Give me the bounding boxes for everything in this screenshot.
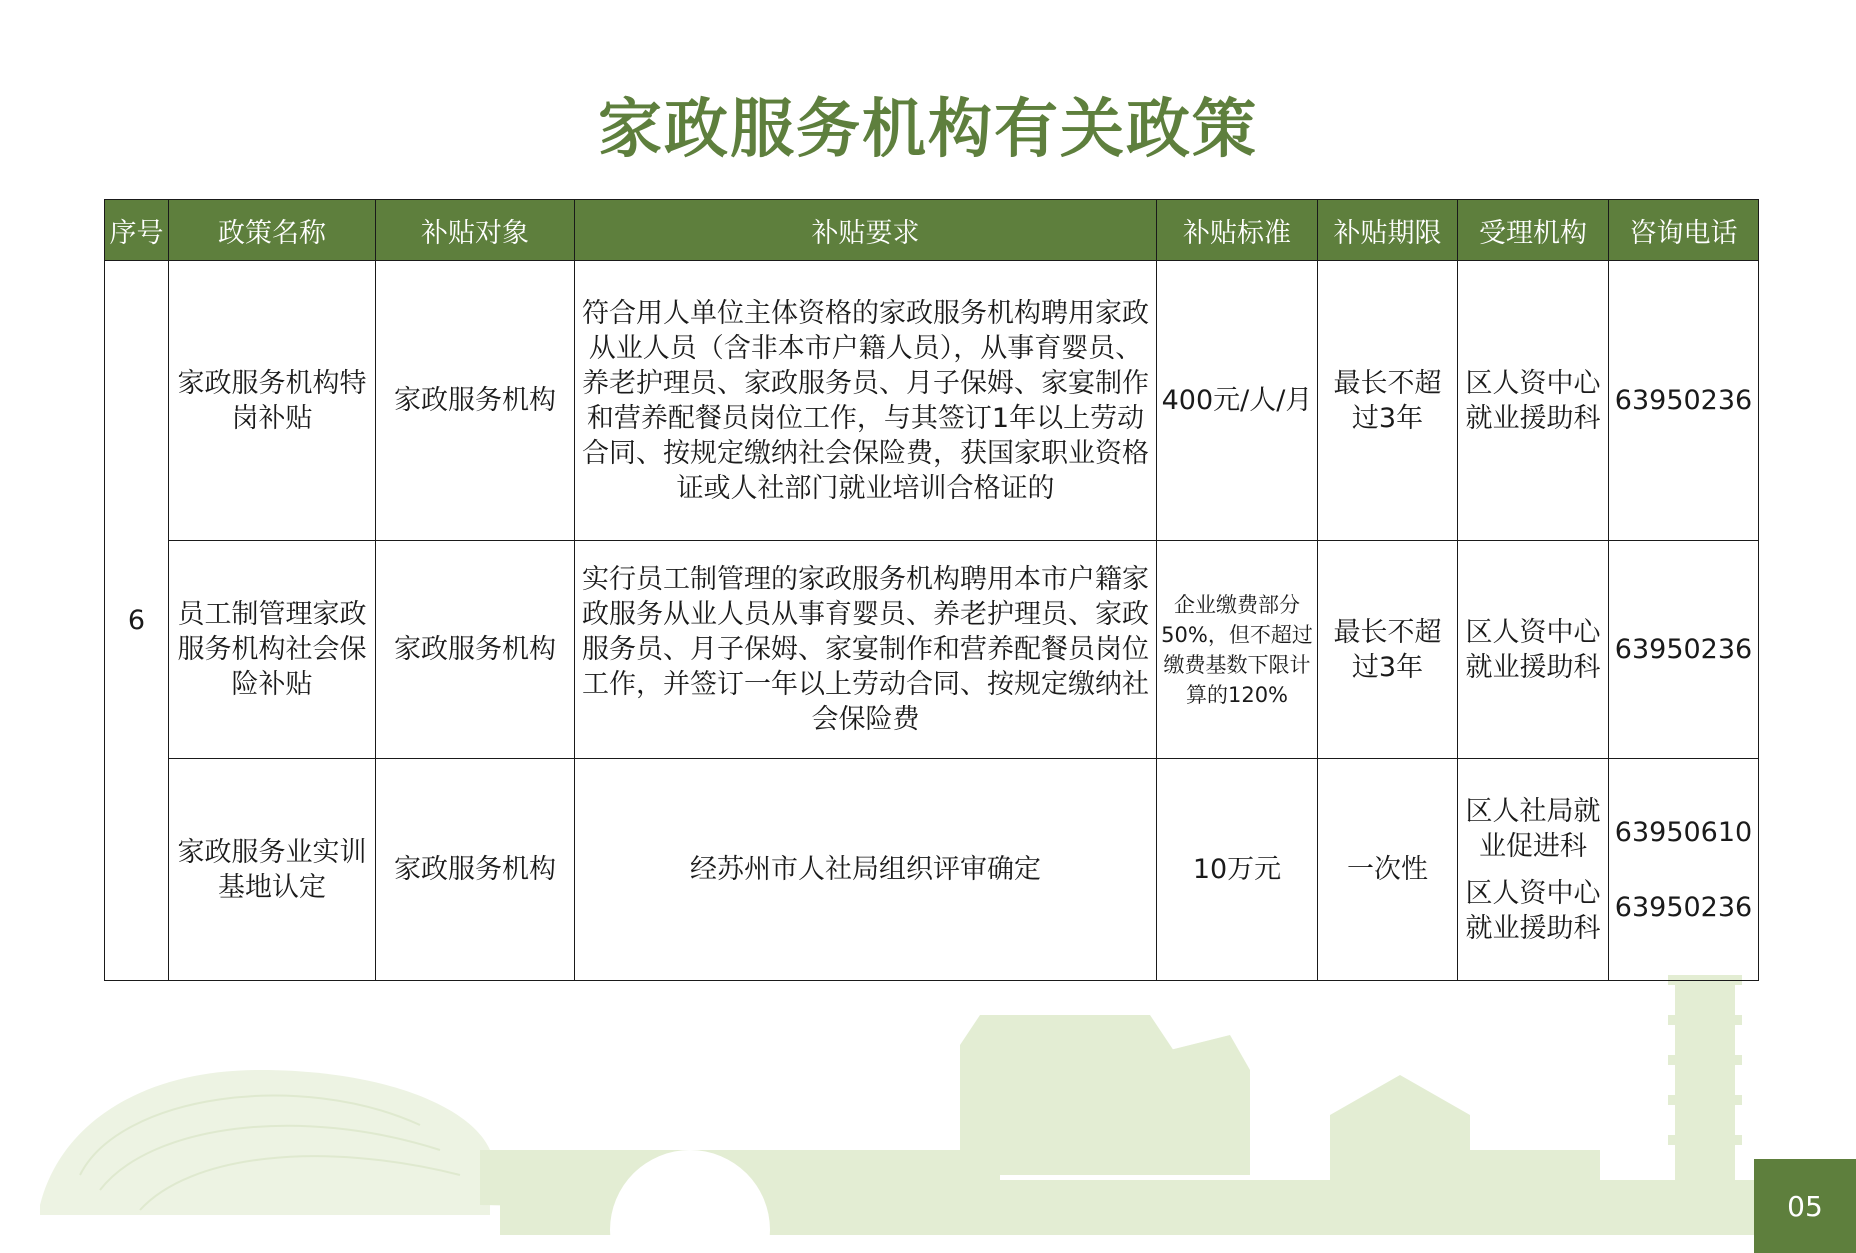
subsidy-requirement: 经苏州市人社局组织评审确定: [575, 759, 1157, 981]
skyline-illustration: [0, 975, 1856, 1253]
handling-agency: 区人资中心就业援助科: [1458, 261, 1609, 541]
consult-phone: 63950236: [1614, 891, 1753, 923]
page-number: 05: [1754, 1159, 1856, 1253]
table-header-row: [105, 200, 1759, 261]
subsidy-requirement: 实行员工制管理的家政服务机构聘用本市户籍家政服务从业人员从事育婴员、养老护理员、家政服务员、月子保姆、家宴制作和营养配餐员岗位工作，并签订一年以上劳动合同、按规定缴纳社会保险费: [575, 541, 1157, 759]
policy-name: 员工制管理家政服务机构社会保险补贴: [169, 541, 376, 759]
policy-name: 家政服务业实训基地认定: [169, 759, 376, 981]
subsidy-target: 家政服务机构: [376, 759, 575, 981]
header-index: 序号: [105, 200, 169, 261]
consult-phone: 63950236: [1609, 541, 1759, 759]
header-agency: 受理机构: [1458, 200, 1609, 261]
handling-agency: 区人社局就业促进科: [1465, 795, 1601, 862]
handling-agencies: [1458, 759, 1609, 981]
consult-phone: 63950610: [1614, 816, 1753, 848]
subsidy-standard: 10万元: [1157, 759, 1318, 981]
header-standard: 补贴标准: [1157, 200, 1318, 261]
consult-phones: [1609, 759, 1759, 981]
subsidy-standard: 400元/人/月: [1157, 261, 1318, 541]
header-policy-name: 政策名称: [169, 200, 376, 261]
subsidy-standard: 企业缴费部分50%，但不超过缴费基数下限计算的120%: [1157, 541, 1318, 759]
subsidy-period: 最长不超过3年: [1318, 541, 1458, 759]
subsidy-target: 家政服务机构: [376, 541, 575, 759]
table-row: [105, 261, 1759, 541]
policy-name: 家政服务机构特岗补贴: [169, 261, 376, 541]
table-row: [105, 759, 1759, 981]
header-target: 补贴对象: [376, 200, 575, 261]
table-row: [105, 541, 1759, 759]
row-group-number: 6: [105, 261, 169, 981]
subsidy-period: 最长不超过3年: [1318, 261, 1458, 541]
consult-phone: 63950236: [1609, 261, 1759, 541]
header-period: 补贴期限: [1318, 200, 1458, 261]
policy-table: [104, 199, 1759, 981]
header-phone: 咨询电话: [1609, 200, 1759, 261]
subsidy-requirement: 符合用人单位主体资格的家政服务机构聘用家政从业人员（含非本市户籍人员），从事育婴员、养老护理员、家政服务员、月子保姆、家宴制作和营养配餐员岗位工作，与其签订1年以上劳动合同、按规定缴纳社会保险费，获国家职业资格证或人社部门就业培训合格证的: [575, 261, 1157, 541]
handling-agency: 区人资中心就业援助科: [1458, 541, 1609, 759]
subsidy-period: 一次性: [1318, 759, 1458, 981]
page-title: 家政服务机构有关政策: [598, 92, 1258, 167]
subsidy-target: 家政服务机构: [376, 261, 575, 541]
handling-agency: 区人资中心就业援助科: [1465, 877, 1601, 944]
header-requirement: 补贴要求: [575, 200, 1157, 261]
